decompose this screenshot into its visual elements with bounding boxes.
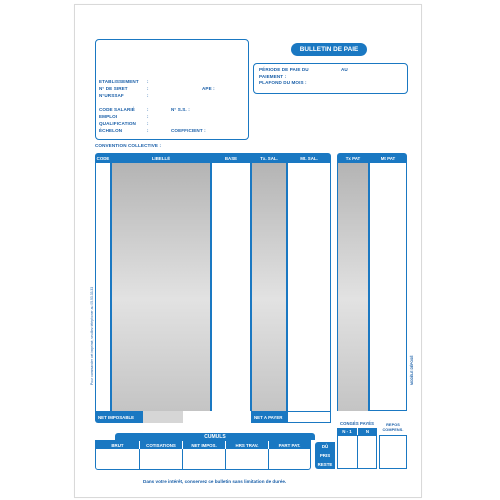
convention-label: CONVENTION COLLECTIVE : bbox=[95, 143, 162, 148]
cumul-value-cell bbox=[139, 449, 140, 469]
conges-title bbox=[337, 421, 377, 427]
ape-label: APE : bbox=[202, 86, 215, 91]
urssaf-label: N°URSSAF bbox=[99, 93, 124, 98]
title-text: BULLETIN DE PAIE bbox=[299, 46, 359, 53]
siret-label: N° DE SIRET bbox=[99, 86, 128, 91]
code-salarie-label: CODE SALARIÉ bbox=[99, 107, 135, 112]
coefficient-label: COEFFICIENT : bbox=[171, 128, 206, 133]
header-mt-sal: Mt. SAL. bbox=[287, 153, 331, 163]
etablissement-label: ETABLISSEMENT bbox=[99, 79, 139, 84]
cumuls-title: CUMULS bbox=[115, 433, 315, 440]
ss-label: N° S.S. : bbox=[171, 107, 190, 112]
echelon-label: ÉCHELON bbox=[99, 128, 123, 133]
side-order-text: Pour commander cet imprimé, veuillez téléphoner au 05.53.33.33 bbox=[90, 286, 94, 385]
echelon-colon: : bbox=[147, 128, 149, 133]
column-mt-sal bbox=[287, 163, 331, 411]
title-banner bbox=[291, 43, 367, 56]
cumul-header-part-pat: PART PAT. bbox=[268, 441, 310, 449]
net-imposable-value bbox=[143, 411, 183, 423]
column-tx-sal bbox=[251, 163, 287, 411]
cumul-value-cell bbox=[268, 449, 269, 469]
cumul-value-cell bbox=[182, 449, 183, 469]
au-label: AU bbox=[341, 67, 348, 72]
net-a-payer-label: NET A PAYER bbox=[251, 411, 287, 423]
column-mt-pat bbox=[369, 163, 407, 411]
cumul-value-cell bbox=[225, 449, 226, 469]
cumuls-table bbox=[95, 440, 311, 470]
qualification-colon: : bbox=[147, 121, 149, 126]
paiement-label: PAIEMENT : bbox=[259, 74, 287, 79]
plafond-label: PLAFOND DU MOIS : bbox=[259, 80, 307, 85]
periode-label: PÉRIODE DE PAIE DU bbox=[259, 67, 309, 72]
emploi-label: EMPLOI bbox=[99, 114, 118, 119]
net-imposable-label: NET IMPOSABLE bbox=[95, 411, 143, 423]
conges-table bbox=[315, 421, 407, 471]
header-code: CODE bbox=[95, 153, 111, 163]
payslip-sheet bbox=[74, 4, 422, 498]
urssaf-colon: : bbox=[147, 93, 149, 98]
etablissement-colon: : bbox=[147, 79, 149, 84]
code-salarie-colon: : bbox=[147, 107, 149, 112]
conges-repos-cell bbox=[379, 435, 407, 469]
column-code bbox=[95, 163, 111, 411]
cumul-header-brut: BRUT bbox=[96, 441, 139, 449]
cumul-header-hrs-trav: HRS TRAV. bbox=[225, 441, 268, 449]
header-base: BASE bbox=[211, 153, 251, 163]
qualification-label: QUALIFICATION bbox=[99, 121, 136, 126]
emploi-colon: : bbox=[147, 114, 149, 119]
conges-row-reste: RESTE bbox=[315, 460, 335, 469]
siret-colon: : bbox=[147, 86, 149, 91]
side-model-text: MODÈLE DÉPOSÉ bbox=[410, 355, 414, 385]
header-tx-pat: Tx PAT bbox=[337, 153, 369, 163]
column-tx-pat bbox=[337, 163, 369, 411]
header-libelle: LIBELLÉ bbox=[111, 153, 211, 163]
cumul-header-net-impos: NET IMPOS. bbox=[182, 441, 225, 449]
conges-header-n1: N - 1 bbox=[337, 428, 357, 435]
footer-note: Dans votre intérêt, conservez ce bulletin sans limitation de durée. bbox=[143, 479, 287, 484]
repos-label: REPOS COMPENS. bbox=[382, 423, 404, 432]
column-libelle bbox=[111, 163, 211, 411]
conges-row-pris: PRIS bbox=[315, 451, 335, 460]
header-tx-sal: Tx. SAL. bbox=[251, 153, 287, 163]
cumul-header-cotisations: COTISATIONS bbox=[139, 441, 182, 449]
conges-header-n: N bbox=[357, 428, 377, 435]
column-base bbox=[211, 163, 251, 411]
employer-table bbox=[337, 153, 407, 411]
conges-grid-line bbox=[357, 436, 358, 468]
conges-title-text: CONGÉS PAYÉS bbox=[339, 421, 374, 426]
header-mt-pat: Mt PAT bbox=[369, 153, 407, 163]
main-table bbox=[95, 153, 331, 425]
conges-grid bbox=[337, 435, 377, 469]
conges-row-du: DÛ bbox=[315, 442, 335, 451]
